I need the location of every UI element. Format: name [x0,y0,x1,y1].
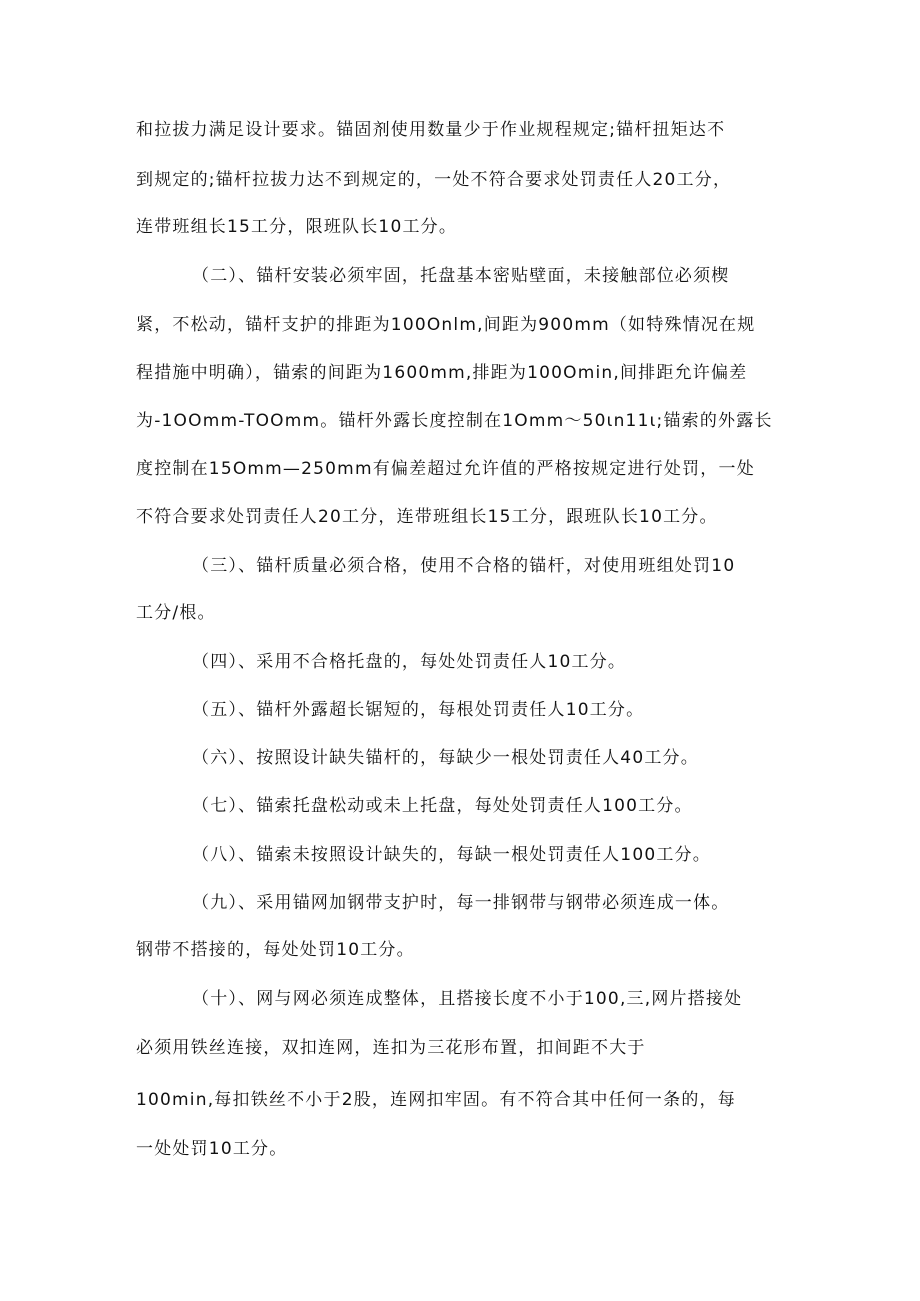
paragraph-7: （七）、锚索托盘松动或未上托盘，每处处罚责任人100工分。 [192,796,693,816]
text-line: 不符合要求处罚责任人20工分，连带班组长15工分，跟班队长10工分。 [136,507,718,527]
text-line: 钢带不搭接的，每处处罚10工分。 [136,940,415,960]
text-line: 到规定的;锚杆拉拔力达不到规定的，一处不符合要求处罚责任人20工分， [136,170,732,190]
paragraph-10-start: （十）、网与网必须连成整体，且搭接长度不小于100,三,网片搭接处 [192,989,743,1009]
text-line: 必须用铁丝连接，双扣连网，连扣为三花形布置，扣间距不大于 [136,1038,646,1058]
text-line: 连带班组长15工分，限班队长10工分。 [136,217,458,237]
paragraph-4: （四）、采用不合格托盘的，每处处罚责任人10工分。 [192,652,627,672]
paragraph-5: （五）、锚杆外露超长锯短的，每根处罚责任人10工分。 [192,700,645,720]
paragraph-8: （八）、锚索未按照设计缺失的，每缺一根处罚责任人100工分。 [192,845,711,865]
text-line: 工分/根。 [136,603,216,623]
text-line: 一处处罚10工分。 [136,1139,288,1159]
paragraph-2-start: （二）、锚杆安装必须牢固，托盘基本密贴壁面，未接触部位必须楔 [192,266,730,286]
text-line: 度控制在15Omm—250mm有偏差超过允许值的严格按规定进行处罚，一处 [136,459,755,479]
paragraph-9-start: （九）、采用锚网加钢带支护时，每一排钢带与钢带必须连成一体。 [192,893,730,913]
text-line: 为-1OOmm-TOOmm。锚杆外露长度控制在1Omm〜50ιn11ι;锚索的外露长 [136,411,773,431]
text-line: 程措施中明确），锚索的间距为1600mm,排距为100Omin,间排距允许偏差 [136,363,748,383]
paragraph-3-start: （三）、锚杆质量必须合格，使用不合格的锚杆，对使用班组处罚10 [192,556,736,576]
text-line: 紧，不松动，锚杆支护的排距为100Onlm,间距为900mm（如特殊情况在规 [136,315,756,335]
text-line: 和拉拔力满足设计要求。锚固剂使用数量少于作业规程规定;锚杆扭矩达不 [136,120,726,140]
paragraph-6: （六）、按照设计缺失锚杆的，每缺少一根处罚责任人40工分。 [192,748,699,768]
text-line: 100min,每扣铁丝不小于2股，连网扣牢固。有不符合其中任何一条的，每 [136,1090,736,1110]
